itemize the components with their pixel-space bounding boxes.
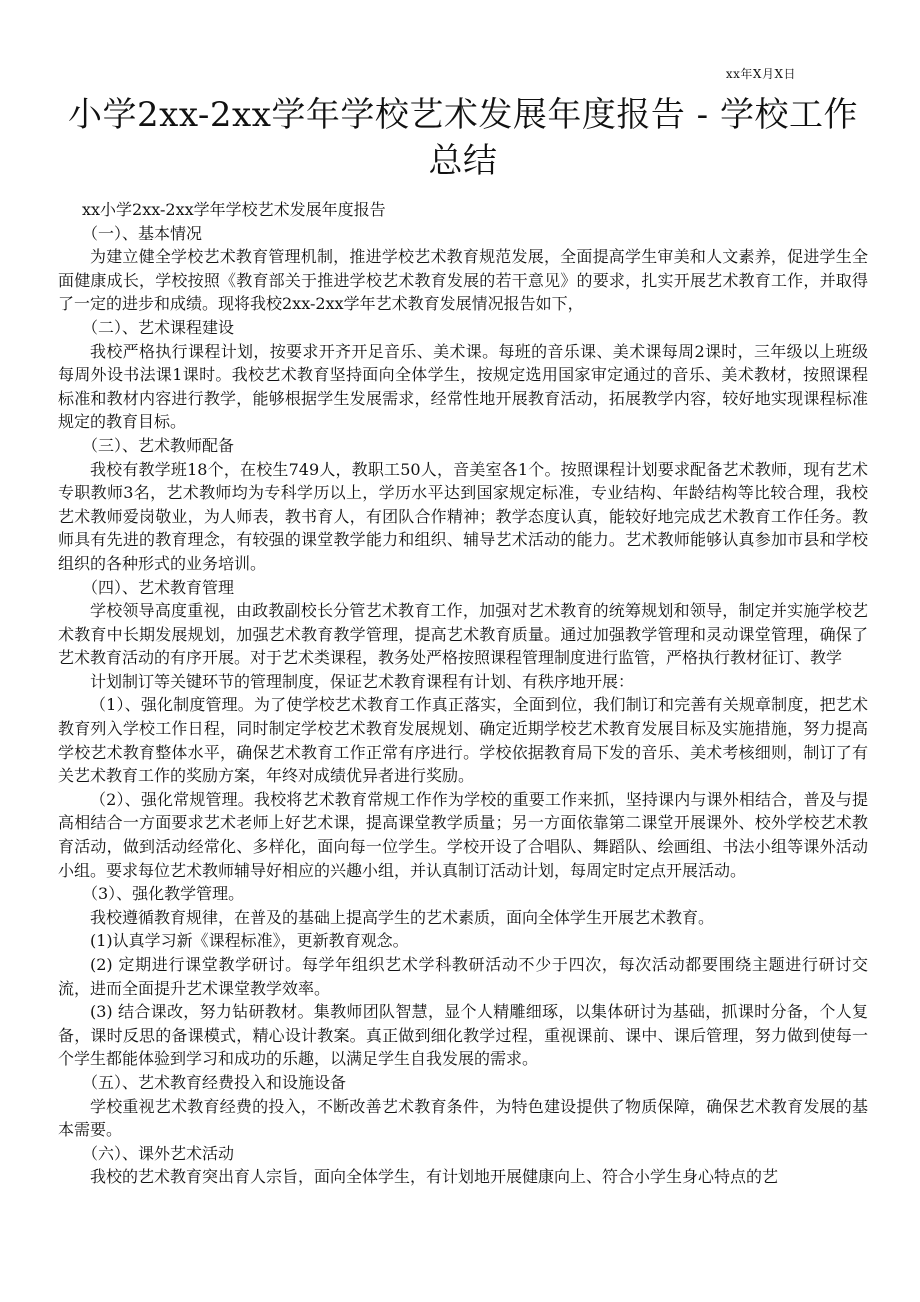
section-heading-funding: （五）、艺术教育经费投入和设施设备 bbox=[82, 1072, 347, 1092]
body-paragraph: 计划制订等关键环节的管理制度，保证艺术教育课程有计划、有秩序地开展： bbox=[90, 671, 635, 691]
body-paragraph: 为建立健全学校艺术教育管理机制，推进学校艺术教育规范发展，全面提高学生审美和人文素养，促进学生全面健康成长，学校按照《教育部关于推进学校艺术教育发展的若干意见》的要求，扎实开展艺术教育工作，并取得了一定的进步和成绩。现将我校2xx-2xx学年艺术教育发展情况报告如下， bbox=[58, 247, 868, 314]
body-paragraph: 我校的艺术教育突出育人宗旨，面向全体学生，有计划地开展健康向上、符合小学生身心特点的艺 bbox=[90, 1167, 779, 1187]
section-heading-curriculum: （二）、艺术课程建设 bbox=[82, 317, 235, 337]
body-paragraph: 我校严格执行课程计划，按要求开齐开足音乐、美术课。每班的音乐课、美术课每周2课时，三年级以上班级每周外设书法课1课时。我校艺术教育坚持面向全体学生，按规定选用国家审定通过的音乐、美术教材，按照课程标准和教材内容进行教学，能够根据学生发展需求，经常性地开展教育活动，拓展教学内容，较好地实现课程标准规定的教育目标。 bbox=[58, 341, 868, 432]
document-title: 小学2xx-2xx学年学校艺术发展年度报告 - 学校工作总结 bbox=[68, 95, 858, 181]
subsection-heading-teaching: （3）、强化教学管理。 bbox=[82, 884, 245, 904]
section-heading-teachers: （三）、艺术教师配备 bbox=[82, 435, 235, 455]
report-subtitle: xx小学2xx-2xx学年学校艺术发展年度报告 bbox=[82, 200, 386, 219]
body-paragraph: (2) 定期进行课堂教学研讨。每学年组织艺术学科教研活动不少于四次，每次活动都要围绕主题进行研讨交流，进而全面提升艺术课堂教学效率。 bbox=[58, 955, 868, 998]
section-heading-activities: （六）、课外艺术活动 bbox=[82, 1143, 235, 1163]
section-heading-basic: （一）、基本情况 bbox=[82, 223, 203, 243]
body-paragraph: 学校重视艺术教育经费的投入，不断改善艺术教育条件，为特色建设提供了物质保障，确保艺术教育发展的基本需要。 bbox=[58, 1096, 868, 1140]
body-paragraph: 我校遵循教育规律，在普及的基础上提高学生的艺术素质，面向全体学生开展艺术教育。 bbox=[90, 907, 715, 927]
document-date: xx年X月X日 bbox=[725, 67, 796, 81]
document-body bbox=[58, 198, 868, 1189]
section-heading-management: （四）、艺术教育管理 bbox=[82, 577, 235, 597]
body-paragraph: 我校有教学班18个，在校生749人，教职工50人，音美室各1个。按照课程计划要求配备艺术教师，现有艺术专职教师3名，艺术教师均为专科学历以上，学历水平达到国家规定标准，专业结构、年龄结构等比较合理，我校艺术教师爱岗敬业，为人师表，教书育人，有团队合作精神；教学态度认真，能较好地完成艺术教育工作任务。教师具有先进的教育理念，有较强的课堂教学能力和组织、辅导艺术活动的能力。艺术教师能够认真参加市县和学校组织的各种形式的业务培训。 bbox=[58, 459, 868, 573]
body-paragraph: （2）、强化常规管理。我校将艺术教育常规工作作为学校的重要工作来抓，坚持课内与课外相结合，普及与提高相结合一方面要求艺术老师上好艺术课，提高课堂教学质量；另一方面依靠第二课堂开展课外、校外学校艺术教育活动，做到活动经常化、多样化，面向每一位学生。学校开设了合唱队、舞蹈队、绘画组、书法小组等课外活动小组。要求每位艺术教师辅导好相应的兴趣小组，并认真制订活动计划，每周定时定点开展活动。 bbox=[58, 789, 868, 880]
body-paragraph: (3) 结合课改，努力钻研教材。集教师团队智慧，显个人精雕细琢，以集体研讨为基础，抓课时分备，个人复备，课时反思的备课模式，精心设计教案。真正做到细化教学过程，重视课前、课中、课后管理，努力做到使每一个学生都能体验到学习和成功的乐趣，以满足学生自我发展的需求。 bbox=[58, 1002, 868, 1069]
body-paragraph: (1)认真学习新《课程标准》，更新教育观念。 bbox=[90, 931, 409, 951]
body-paragraph: （1）、强化制度管理。为了使学校艺术教育工作真正落实，全面到位，我们制订和完善有关规章制度，把艺术教育列入学校工作日程，同时制定学校艺术教育发展规划、确定近期学校艺术教育发展目标及实施措施，努力提高学校艺术教育整体水平，确保艺术教育工作正常有序进行。学校依据教育局下发的音乐、美术考核细则，制订了有关艺术教育工作的奖励方案，年终对成绩优异者进行奖励。 bbox=[58, 695, 868, 786]
body-paragraph: 学校领导高度重视，由政教副校长分管艺术教育工作，加强对艺术教育的统筹规划和领导，制定并实施学校艺术教育中长期发展规划，加强艺术教育教学管理，提高艺术教育质量。通过加强教学管理和灵动课堂管理，确保了艺术教育活动的有序开展。对于艺术类课程，教务处严格按照课程管理制度进行监管，严格执行教材征订、教学 bbox=[58, 601, 868, 668]
